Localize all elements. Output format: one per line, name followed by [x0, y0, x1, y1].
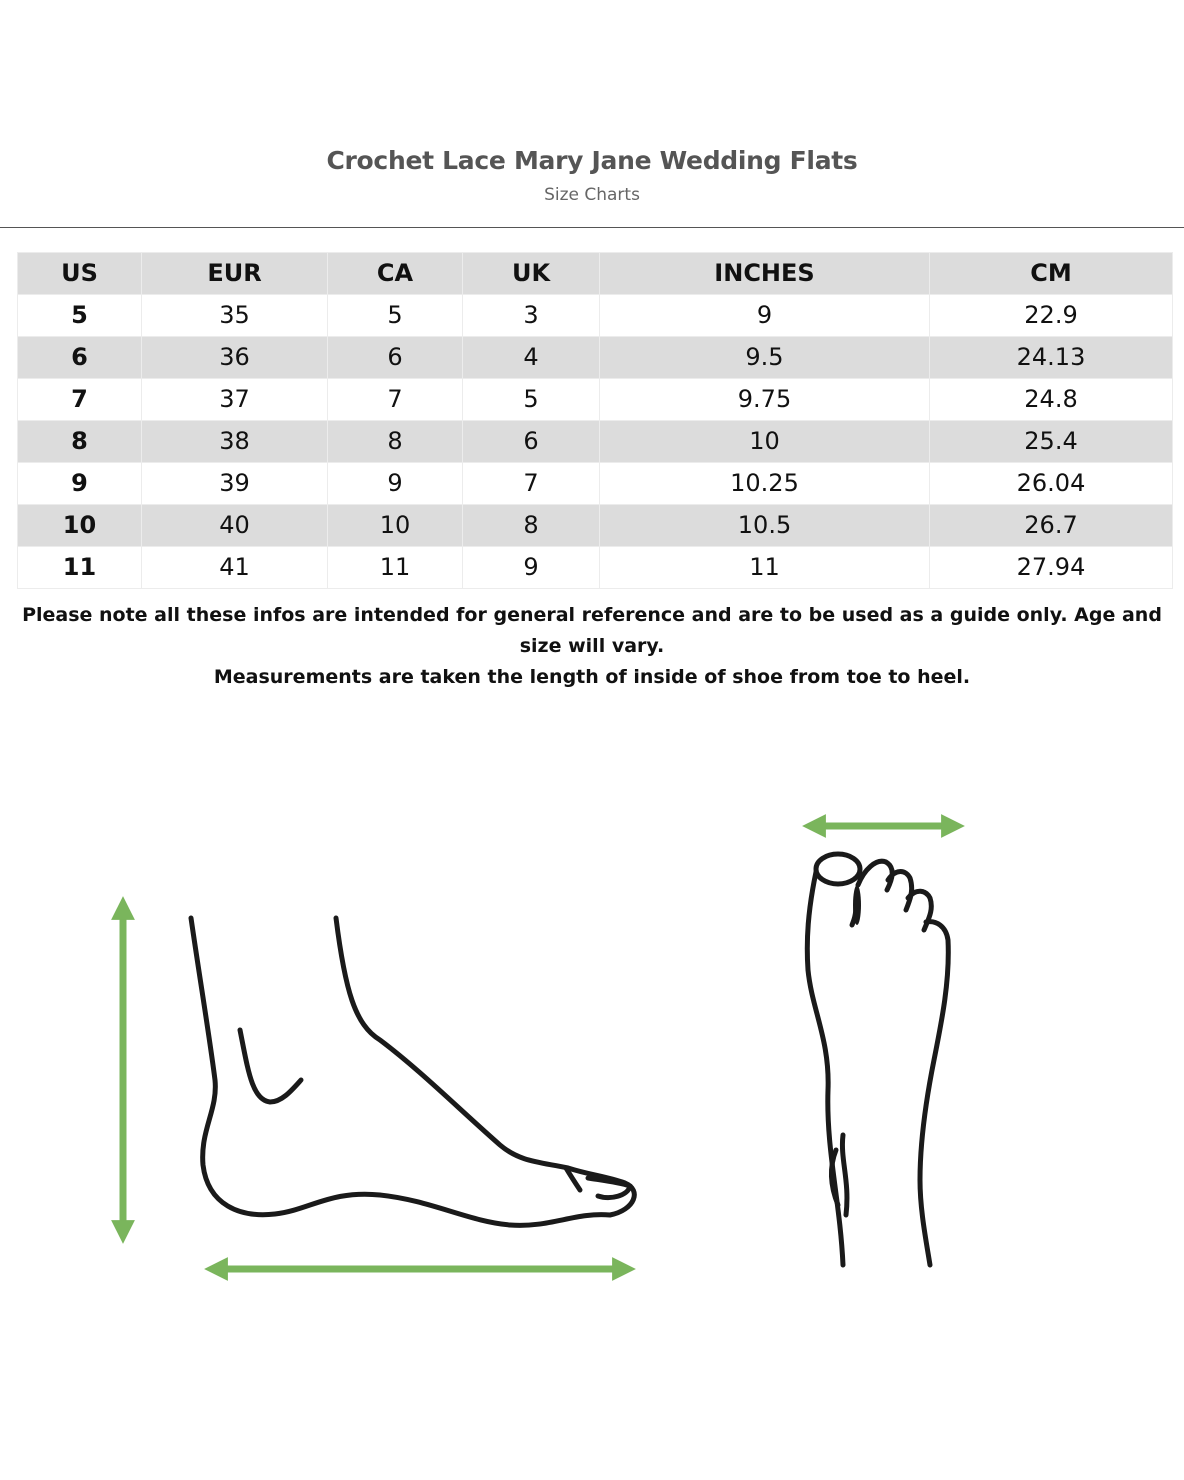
page-title: Crochet Lace Mary Jane Wedding Flats — [326, 146, 858, 175]
cell-eur: 41 — [142, 547, 328, 589]
cell-uk: 7 — [463, 463, 600, 505]
cell-inches: 9 — [600, 295, 930, 337]
big-toenail-icon — [853, 885, 861, 925]
column-header-uk: UK — [463, 253, 600, 295]
cell-eur: 39 — [142, 463, 328, 505]
cell-inches: 9.75 — [600, 379, 930, 421]
cell-us: 9 — [18, 463, 142, 505]
cell-inches: 11 — [600, 547, 930, 589]
cell-inches: 10.25 — [600, 463, 930, 505]
cell-ca: 10 — [328, 505, 463, 547]
cell-us: 7 — [18, 379, 142, 421]
cell-ca: 8 — [328, 421, 463, 463]
cell-ca: 7 — [328, 379, 463, 421]
cell-us: 5 — [18, 295, 142, 337]
cell-cm: 26.04 — [930, 463, 1173, 505]
table-row — [18, 379, 1173, 421]
page-subtitle: Size Charts — [544, 185, 640, 205]
cell-uk: 3 — [463, 295, 600, 337]
column-header-inches: INCHES — [600, 253, 930, 295]
table-header-row — [18, 253, 1173, 295]
cell-us: 6 — [18, 337, 142, 379]
disclaimer-note — [0, 600, 1184, 693]
table-row — [18, 295, 1173, 337]
cell-cm: 24.8 — [930, 379, 1173, 421]
cell-uk: 8 — [463, 505, 600, 547]
disclaimer-line-2: Measurements are taken the length of inside of shoe from toe to heel. — [213, 666, 971, 688]
cell-inches: 9.5 — [600, 337, 930, 379]
cell-inches: 10 — [600, 421, 930, 463]
cell-eur: 35 — [142, 295, 328, 337]
cell-us: 8 — [18, 421, 142, 463]
cell-uk: 6 — [463, 421, 600, 463]
foot-measurement-illustration — [0, 760, 1184, 1300]
cell-ca: 5 — [328, 295, 463, 337]
column-header-eur: EUR — [142, 253, 328, 295]
foot-top-view-icon — [807, 854, 948, 1265]
cell-uk: 4 — [463, 337, 600, 379]
cell-cm: 26.7 — [930, 505, 1173, 547]
page-header — [0, 0, 1184, 229]
cell-ca: 11 — [328, 547, 463, 589]
cell-inches: 10.5 — [600, 505, 930, 547]
cell-eur: 40 — [142, 505, 328, 547]
disclaimer-line-1: Please note all these infos are intended for general reference and are to be used as a guide only. Age and size will vary. — [22, 604, 1162, 657]
size-chart-table — [17, 252, 1173, 589]
table-row — [18, 337, 1173, 379]
column-header-us: US — [18, 253, 142, 295]
table-row — [18, 421, 1173, 463]
header-divider — [0, 227, 1184, 228]
table-row — [18, 547, 1173, 589]
cell-cm: 25.4 — [930, 421, 1173, 463]
cell-ca: 9 — [328, 463, 463, 505]
cell-us: 11 — [18, 547, 142, 589]
cell-eur: 37 — [142, 379, 328, 421]
foot-side-view-icon — [191, 918, 634, 1225]
cell-cm: 24.13 — [930, 337, 1173, 379]
table-row — [18, 463, 1173, 505]
column-header-cm: CM — [930, 253, 1173, 295]
cell-eur: 38 — [142, 421, 328, 463]
cell-cm: 27.94 — [930, 547, 1173, 589]
table-row — [18, 505, 1173, 547]
cell-uk: 9 — [463, 547, 600, 589]
column-header-ca: CA — [328, 253, 463, 295]
cell-ca: 6 — [328, 337, 463, 379]
cell-uk: 5 — [463, 379, 600, 421]
cell-eur: 36 — [142, 337, 328, 379]
cell-cm: 22.9 — [930, 295, 1173, 337]
cell-us: 10 — [18, 505, 142, 547]
